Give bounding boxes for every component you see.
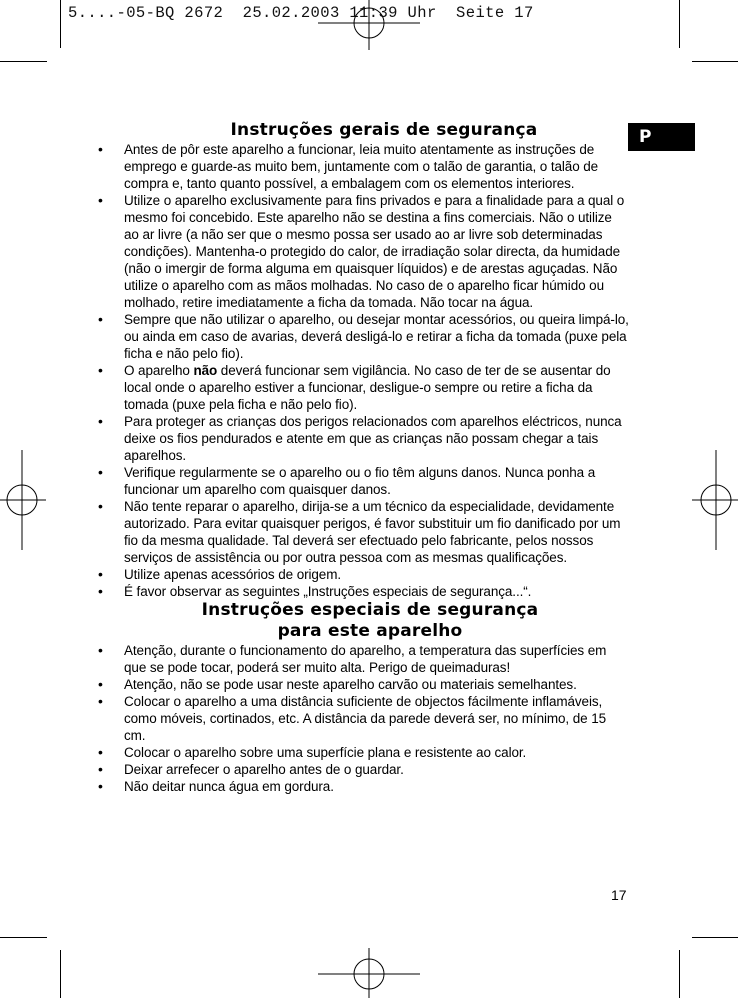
list-item: • É favor observar as seguintes „Instruções especiais de segurança...“. bbox=[98, 583, 630, 600]
crop-mark-top-right-h bbox=[692, 61, 738, 62]
crop-mark-bottom-right-h bbox=[692, 937, 738, 938]
crop-mark-top-left-h bbox=[0, 61, 47, 62]
language-tab: P bbox=[628, 123, 695, 151]
registration-mark-top-icon bbox=[318, 0, 420, 50]
page-content bbox=[98, 120, 630, 795]
list-item: • Verifique regularmente se o aparelho ou o fio têm alguns danos. Nunca ponha a funcionar um aparelho com quaisquer danos. bbox=[98, 464, 630, 498]
section-title-general-safety: Instruções gerais de segurança bbox=[230, 120, 538, 140]
crop-mark-top-right-v bbox=[679, 0, 680, 48]
list-item: • Atenção, durante o funcionamento do aparelho, a temperatura das superfícies em que se pode tocar, poderá ser muito alta. Perigo de queimaduras! bbox=[98, 642, 630, 676]
crop-mark-top-left-v bbox=[60, 0, 61, 48]
list-item-text: deverá funcionar sem vigilância. No caso de ter de se ausentar do local onde o aparelho estiver a funcionar, desligue-o sempre ou retire a ficha da tomada (puxe pela ficha e não pelo fio). bbox=[124, 363, 611, 412]
list-item: • Colocar o aparelho sobre uma superfície plana e resistente ao calor. bbox=[98, 744, 630, 761]
section-title-line: Instruções especiais de segurança bbox=[201, 600, 539, 620]
list-item: • Sempre que não utilizar o aparelho, ou desejar montar acessórios, ou queira limpá-lo, ou ainda em caso de avarias, deverá desligá-lo e retirar a ficha da tomada (puxe pela ficha e não pelo fio). bbox=[98, 311, 630, 362]
registration-mark-right-icon bbox=[692, 450, 738, 550]
registration-mark-left-icon bbox=[0, 450, 46, 550]
list-item: • Atenção, não se pode usar neste aparelho carvão ou materiais semelhantes. bbox=[98, 676, 630, 693]
crop-mark-bottom-left-v bbox=[60, 950, 61, 998]
list-item: • Para proteger as crianças dos perigos relacionados com aparelhos eléctricos, nunca deixe os fios pendurados e atente em que as crianças não possam chegar a tais aparelhos. bbox=[98, 413, 630, 464]
registration-mark-bottom-icon bbox=[318, 948, 420, 998]
page-number: 17 bbox=[611, 887, 627, 903]
list-item: • Antes de pôr este aparelho a funcionar, leia muito atentamente as instruções de emprego e guarde-as muito bem, juntamente com o talão de garantia, o talão de compra e, tanto quanto possível, a embalagem com os elementos interiores. bbox=[98, 141, 630, 192]
emphasis-text: não bbox=[193, 363, 218, 378]
list-item: • Colocar o aparelho a uma distância suficiente de objectos fácilmente inflamáveis, como móveis, cortinados, etc. A distância da parede deverá ser, no mínimo, de 15 cm. bbox=[98, 693, 630, 744]
crop-mark-bottom-right-v bbox=[679, 950, 680, 998]
crop-mark-bottom-left-h bbox=[0, 937, 47, 938]
general-safety-list bbox=[98, 141, 630, 600]
section-title-line: para este aparelho bbox=[277, 621, 463, 641]
section-title-special-safety bbox=[98, 600, 630, 642]
list-item: • Não deitar nunca água em gordura. bbox=[98, 778, 630, 795]
list-item: • Utilize o aparelho exclusivamente para fins privados e para a finalidade para a qual o mesmo foi concebido. Este aparelho não se destina a fins comerciais. Não o utilize ao ar livre (a não ser que o mesmo possa ser usado ao ar livre sob determinadas condições). Mantenha-o protegido do calor, de irradiação solar directa, da humidade (não o imergir de forma alguma em quaisquer líquidos) e de arestas aguçadas. Não utilize o aparelho com as mãos molhadas. No caso de o aparelho ficar húmido ou molhado, retire imediatamente a ficha da tomada. Não tocar na água. bbox=[98, 192, 630, 311]
list-item-text: O aparelho bbox=[124, 363, 194, 378]
print-header: 5....-05-BQ 2672 25.02.2003 11:39 Uhr Seite 17 bbox=[68, 4, 534, 22]
list-item: • Utilize apenas acessórios de origem. bbox=[98, 566, 630, 583]
list-item bbox=[98, 362, 630, 413]
list-item: • Deixar arrefecer o aparelho antes de o guardar. bbox=[98, 761, 630, 778]
special-safety-list bbox=[98, 642, 630, 795]
list-item: • Não tente reparar o aparelho, dirija-se a um técnico da especialidade, devidamente autorizado. Para evitar quaisquer perigos, é favor substituir um fio danificado por um fio da mesma qualidade. Tal deverá ser efectuado pelo fabricante, pelos nossos serviços de assistência ou por outra pessoa com as mesmas qualificações. bbox=[98, 498, 630, 566]
